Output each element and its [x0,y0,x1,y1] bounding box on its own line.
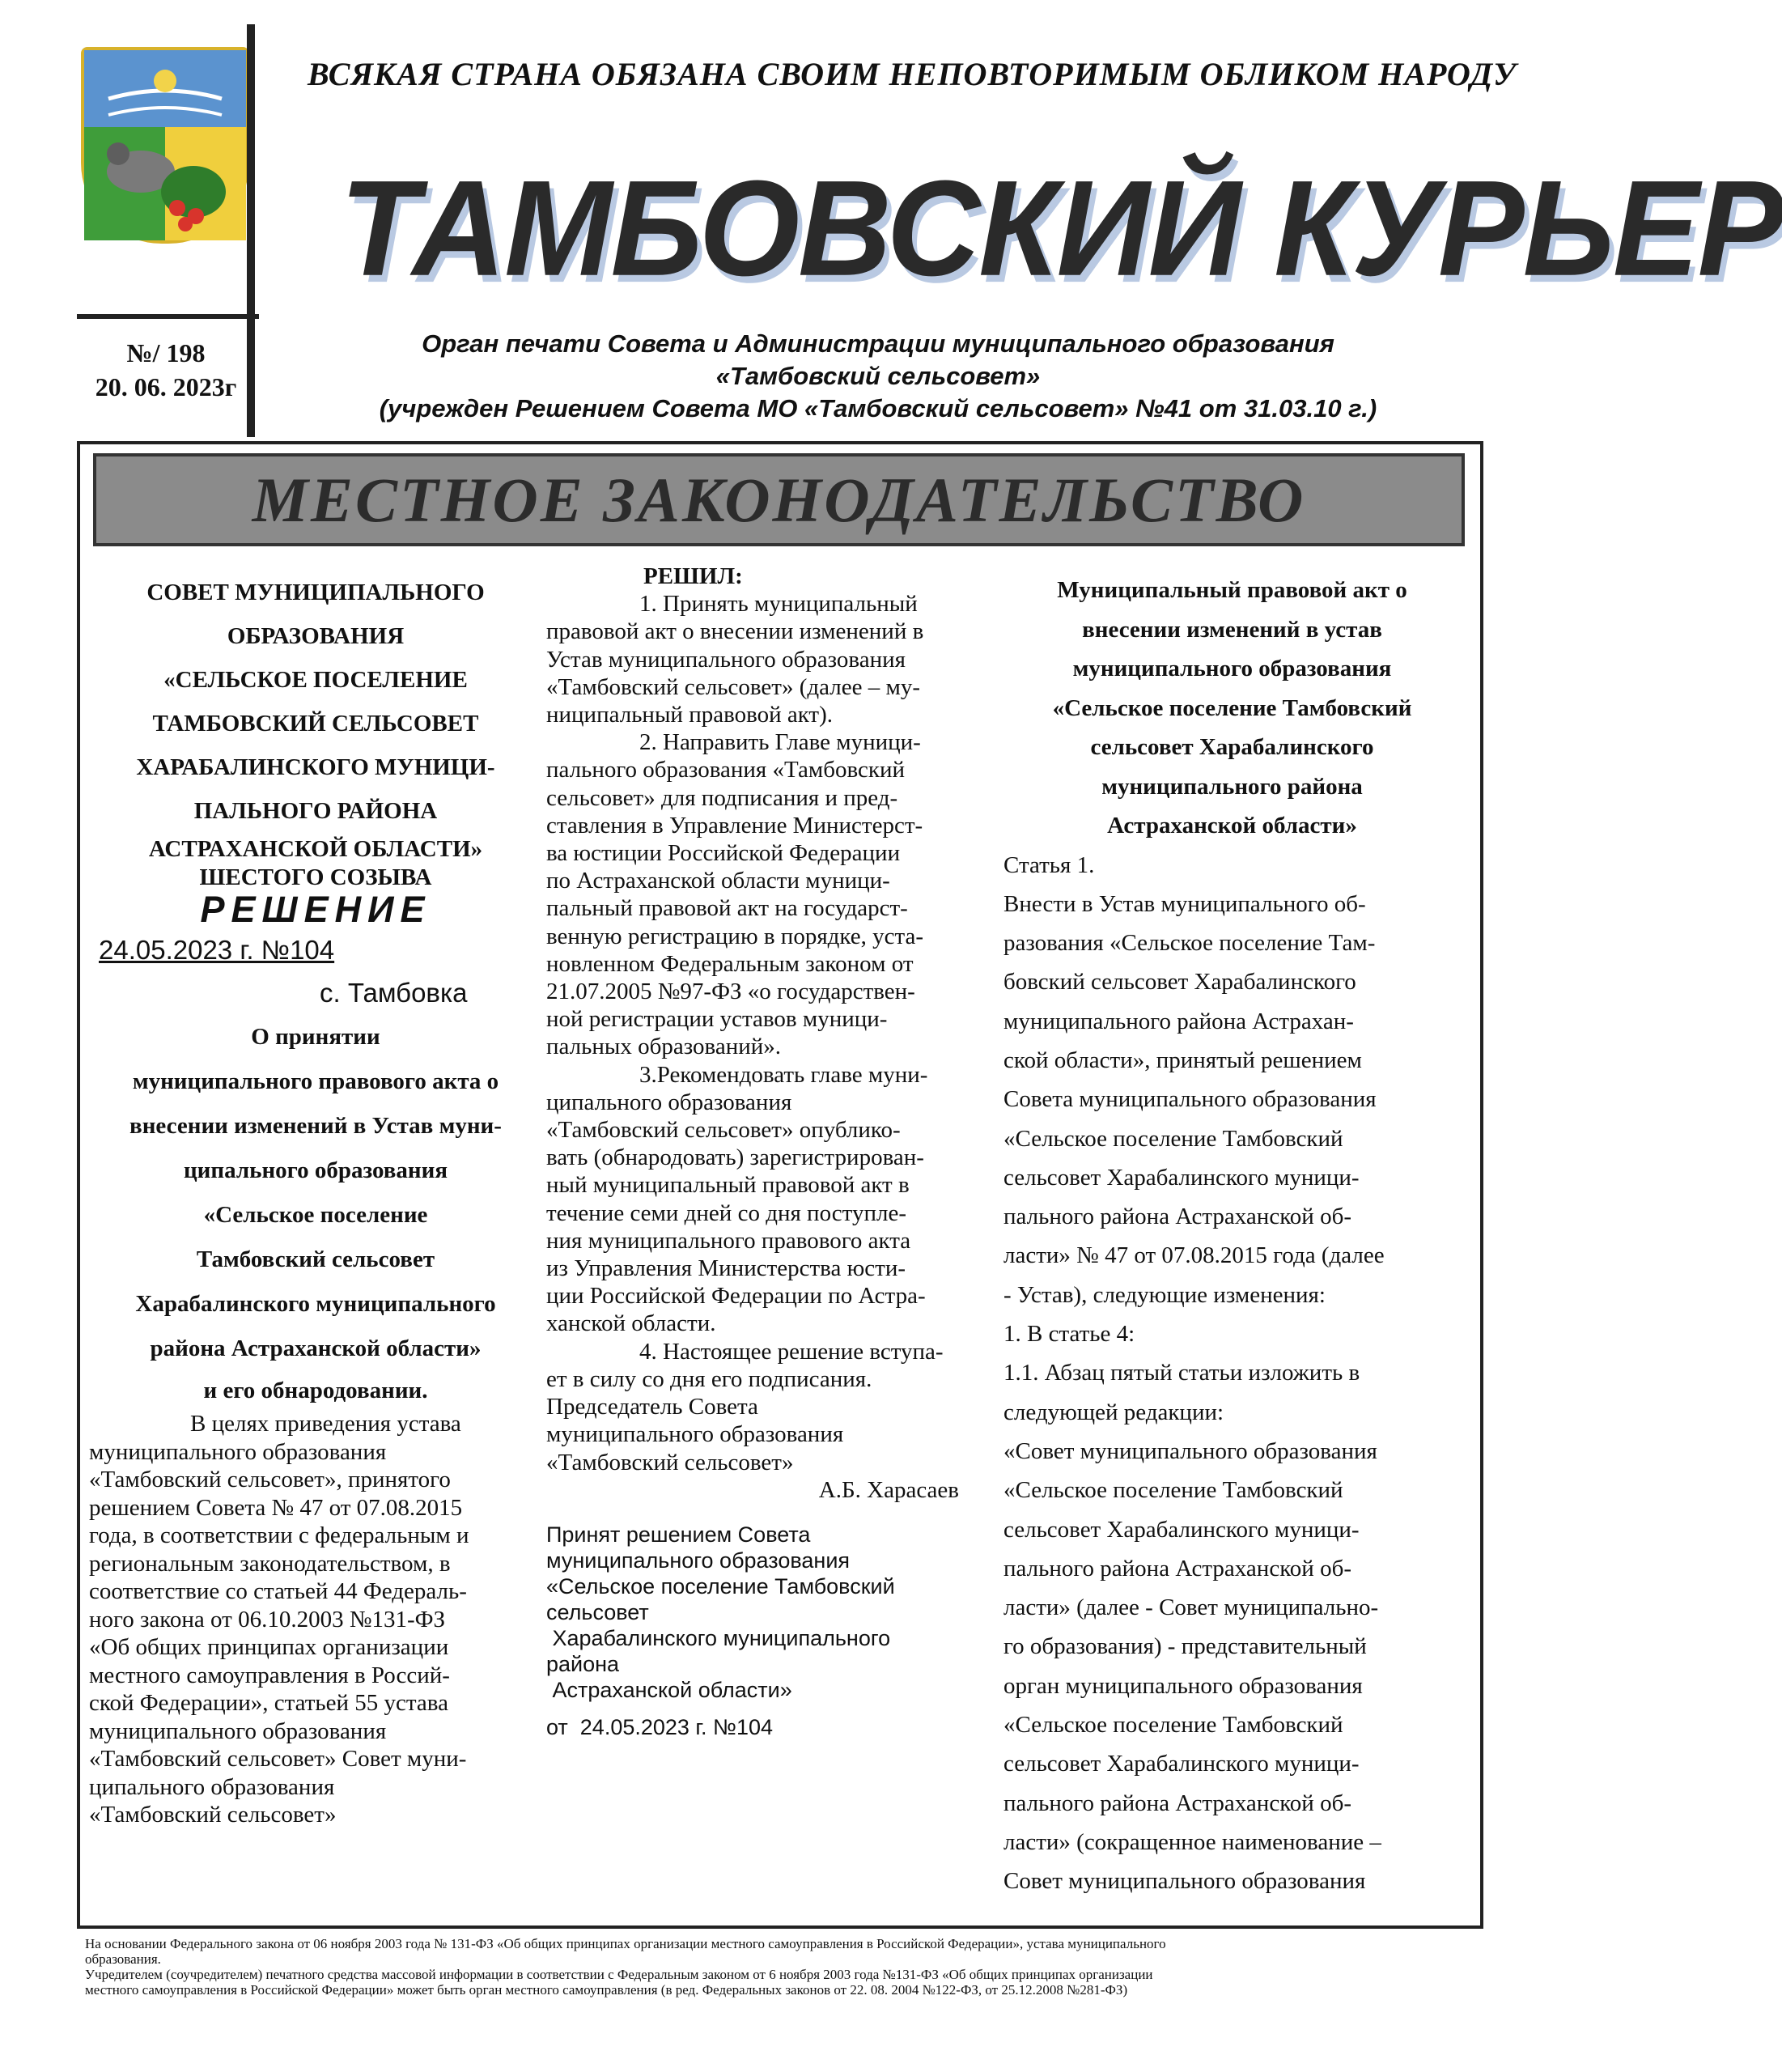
body-line: В целях приведения устава [190,1411,461,1437]
body-line: пального района Астраханской об- [1003,1555,1351,1582]
body-line: - Устав), следующие изменения: [1003,1281,1326,1308]
body-line: «Сельское поселение Тамбовский [1003,1477,1343,1504]
body-line: «Тамбовский сельсовет» [89,1802,337,1828]
body-line: «Совет муниципального образования [1003,1437,1377,1464]
item-line: сельсовет» для подписания и пред- [546,784,898,811]
title-line: муниципального правового акта о [132,1068,499,1094]
body-line: Совета муниципального образования [1003,1086,1377,1113]
issue-date: 20. 06. 2023г [95,372,237,401]
adopted-block [546,1522,999,1740]
body-line: го образования) - представительный [1003,1633,1367,1660]
adopted-line: муниципального образования [546,1548,851,1573]
title-line: района Астраханской области» [150,1335,482,1361]
body-line: «Тамбовский сельсовет», принятого [89,1467,451,1492]
item-line: ния муниципального правового акта [546,1227,911,1254]
item-line: ниципальный правовой акт). [546,702,834,728]
horizontal-divider [77,314,259,319]
item-line: 3.Рекомендовать главе муни- [639,1061,928,1088]
body-line: ципального образования [89,1773,335,1800]
decision-preamble [89,1410,542,1829]
adopted-line: Харабалинского муниципального [546,1625,891,1650]
body-line: ской области», принятый решением [1003,1047,1362,1073]
header-line: ПАЛЬНОГО РАЙОНА [193,798,438,824]
item-line: Устав муниципального образования [546,646,906,673]
body-line: пального района Астраханской об- [1003,1204,1351,1230]
header-line: ТАМБОВСКИЙ СЕЛЬСОВЕТ [152,711,479,737]
footer-line: местного самоуправления в Российской Федерации» может быть орган местного самоуправления (в ред. Федеральных законов от 22. 08. 2004 №122-ФЗ, от 25.12.2008 №281-ФЗ) [85,1982,1128,1998]
header-line: «СЕЛЬСКОЕ ПОСЕЛЕНИЕ [163,667,468,693]
decision-title [89,1015,542,1410]
coat-of-arms-logo [81,47,249,244]
organ-line-1: Орган печати Совета и Администрации муниципального образования [422,329,1334,358]
item-line: ханской области. [546,1310,716,1337]
column-legal-act [1003,571,1461,1901]
item-line: течение семи дней со дня поступле- [546,1199,906,1226]
title-line: Тамбовский сельсовет [196,1246,435,1272]
item-line: пальный правовой акт на государст- [546,895,908,922]
body-line: решением Совета № 47 от 07.08.2015 [89,1494,463,1521]
item-line: «Тамбовский сельсовет» опублико- [546,1117,901,1144]
adopted-date: от 24.05.2023 г. №104 [546,1714,773,1739]
item-line: 4. Настоящее решение вступа- [639,1338,944,1365]
title-line: сельсовет Харабалинского [1090,734,1374,760]
issue-info [77,336,255,404]
item-line: ный муниципальный правовой акт в [546,1172,910,1199]
header-line: СОВЕТ МУНИЦИПАЛЬНОГО [146,580,485,605]
convocation: ШЕСТОГО СОЗЫВА [199,864,432,890]
item-line: вать (обнародовать) зарегистрирован- [546,1144,924,1171]
body-line: «Об общих принципах организации [89,1634,449,1660]
item-line: ставления в Управление Министерст- [546,812,923,839]
title-line: ципального образования [183,1157,448,1183]
item-line: 1. Принять муниципальный [639,591,918,618]
title-line: Муниципальный правовой акт о [1057,577,1407,603]
resolved-heading: РЕШИЛ: [643,563,743,589]
item-line: венную регистрацию в порядке, уста- [546,923,924,949]
item-line: пального образования «Тамбовский [546,757,906,783]
title-line: и его обнародовании. [203,1378,428,1403]
body-line: Совет муниципального образования [1003,1868,1366,1895]
legal-act-body [1003,846,1461,1901]
column-resolved [546,563,999,1740]
body-line: муниципального образования [89,1438,387,1465]
chair-line: муниципального образования [546,1421,844,1448]
body-line: 1.1. Абзац пятый статьи изложить в [1003,1360,1360,1386]
title-line: Астраханской области» [1107,813,1357,839]
item-line: 2. Направить Главе муници- [639,729,921,756]
item-line: ции Российской Федерации по Астра- [546,1283,926,1310]
title-line: муниципального образования [1072,656,1392,681]
signature-name: А.Б. Харасаев [818,1476,959,1503]
body-line: региональным законодательством, в [89,1550,451,1577]
title-line: внесении изменений в устав [1082,616,1382,643]
section-banner [93,453,1465,546]
decision-place: с. Тамбовка [320,978,468,1008]
item-line: ципального образования [546,1089,792,1115]
adopted-line: Принят решением Совета [546,1522,811,1547]
body-line: разования «Сельское поселение Там- [1003,930,1376,957]
body-line: сельсовет Харабалинского муници- [1003,1164,1360,1191]
item-line: из Управления Министерства юсти- [546,1255,906,1282]
body-line: муниципального образования [89,1717,387,1744]
body-line: Статья 1. [1003,851,1095,878]
body-line: года, в соответствии с федеральным и [89,1522,469,1548]
body-line: следующей редакции: [1003,1399,1224,1425]
body-line: сельсовет Харабалинского муници- [1003,1516,1360,1543]
header-line: ХАРАБАЛИНСКОГО МУНИЦИ- [136,754,495,780]
chair-block [546,1393,999,1504]
item-line: 21.07.2005 №97-ФЗ «о государствен- [546,979,915,1005]
body-line: пального района Астраханской об- [1003,1790,1351,1816]
coat-of-arms-emblem-icon [84,50,246,240]
organ-line-2: «Тамбовский сельсовет» [715,362,1041,390]
body-line: 1. В статье 4: [1003,1321,1135,1348]
body-line: соответствие со статьей 44 Федераль- [89,1578,467,1604]
item-line: ной регистрации уставов муници- [546,1006,888,1033]
newspaper-title: ТАМБОВСКИЙ КУРЬЕР [340,151,1782,304]
item-line: правовой акт о внесении изменений в [546,618,924,645]
body-line: муниципального района Астрахан- [1003,1008,1354,1034]
title-line: О принятии [251,1024,380,1050]
body-line: ласти» (далее - Совет муниципально- [1003,1594,1379,1621]
council-header [89,571,542,865]
adopted-line: сельсовет [546,1599,649,1624]
legal-footer [85,1936,1461,1998]
chair-line: Председатель Совета [546,1394,758,1420]
item-line: новленном Федеральным законом от [546,950,914,977]
title-line: внесении изменений в Устав муни- [129,1113,502,1139]
body-line: Внести в Устав муниципального об- [1003,890,1366,917]
legal-act-title [1003,571,1461,846]
item-line: «Тамбовский сельсовет» (далее – му- [546,673,920,700]
item-line: ва юстиции Российской Федерации [546,840,901,867]
body-line: местного самоуправления в Россий- [89,1662,450,1688]
decision-date-number: 24.05.2023 г. №104 [99,935,335,965]
resolved-items [546,590,999,1393]
column-decision [89,571,542,1829]
item-line: по Астраханской области муници- [546,868,890,894]
item-line: пальных образований». [546,1034,781,1060]
body-line: ного закона от 06.10.2003 №131-ФЗ [89,1606,446,1633]
body-line: «Тамбовский сельсовет» Совет муни- [89,1746,467,1772]
body-line: бовский сельсовет Харабалинского [1003,969,1356,996]
footer-line: Учредителем (соучредителем) печатного средства массовой информации в соответствии с Федеральным законом от 6 ноября 2003 года №131-ФЗ «Об общих принципах организации [85,1967,1153,1982]
item-line: ет в силу со дня его подписания. [546,1365,872,1392]
title-line: Харабалинского муниципального [135,1291,496,1317]
decision-heading: РЕШЕНИЕ [200,889,431,930]
motto: ВСЯКАЯ СТРАНА ОБЯЗАНА СВОИМ НЕПОВТОРИМЫМ ОБЛИКОМ НАРОДУ [308,56,1517,92]
title-line: «Сельское поселение Тамбовский [1052,694,1412,721]
publisher-info [267,328,1489,425]
body-line: «Сельское поселение Тамбовский [1003,1125,1343,1152]
header-line: ОБРАЗОВАНИЯ [227,623,405,649]
adopted-line: Астраханской области» [546,1677,792,1702]
body-line: ласти» № 47 от 07.08.2015 года (далее [1003,1242,1385,1269]
issue-number: №/ 198 [126,338,206,367]
body-line: ской Федерации», статьей 55 устава [89,1690,448,1716]
organ-line-3: (учрежден Решением Совета МО «Тамбовский сельсовет» №41 от 31.03.10 г.) [379,394,1377,422]
footer-line: На основании Федерального закона от 06 ноября 2003 года № 131-ФЗ «Об общих принципах организации местного самоуправления в Российской Федерации», устава муниципального [85,1936,1166,1951]
section-banner-label: МЕСТНОЕ ЗАКОНОДАТЕЛЬСТВО [252,464,1306,535]
body-line: сельсовет Харабалинского муници- [1003,1751,1360,1777]
footer-line: образования. [85,1951,161,1967]
title-line: «Сельское поселение [203,1202,428,1228]
body-line: орган муниципального образования [1003,1672,1363,1699]
body-line: ласти» (сокращенное наименование – [1003,1828,1381,1855]
chair-line: «Тамбовский сельсовет» [546,1449,794,1475]
adopted-line: «Сельское поселение Тамбовский [546,1573,895,1599]
header-line: АСТРАХАНСКОЙ ОБЛАСТИ» [148,836,483,862]
body-line: «Сельское поселение Тамбовский [1003,1712,1343,1739]
adopted-line: района [546,1651,620,1676]
title-line: муниципального района [1101,773,1363,800]
